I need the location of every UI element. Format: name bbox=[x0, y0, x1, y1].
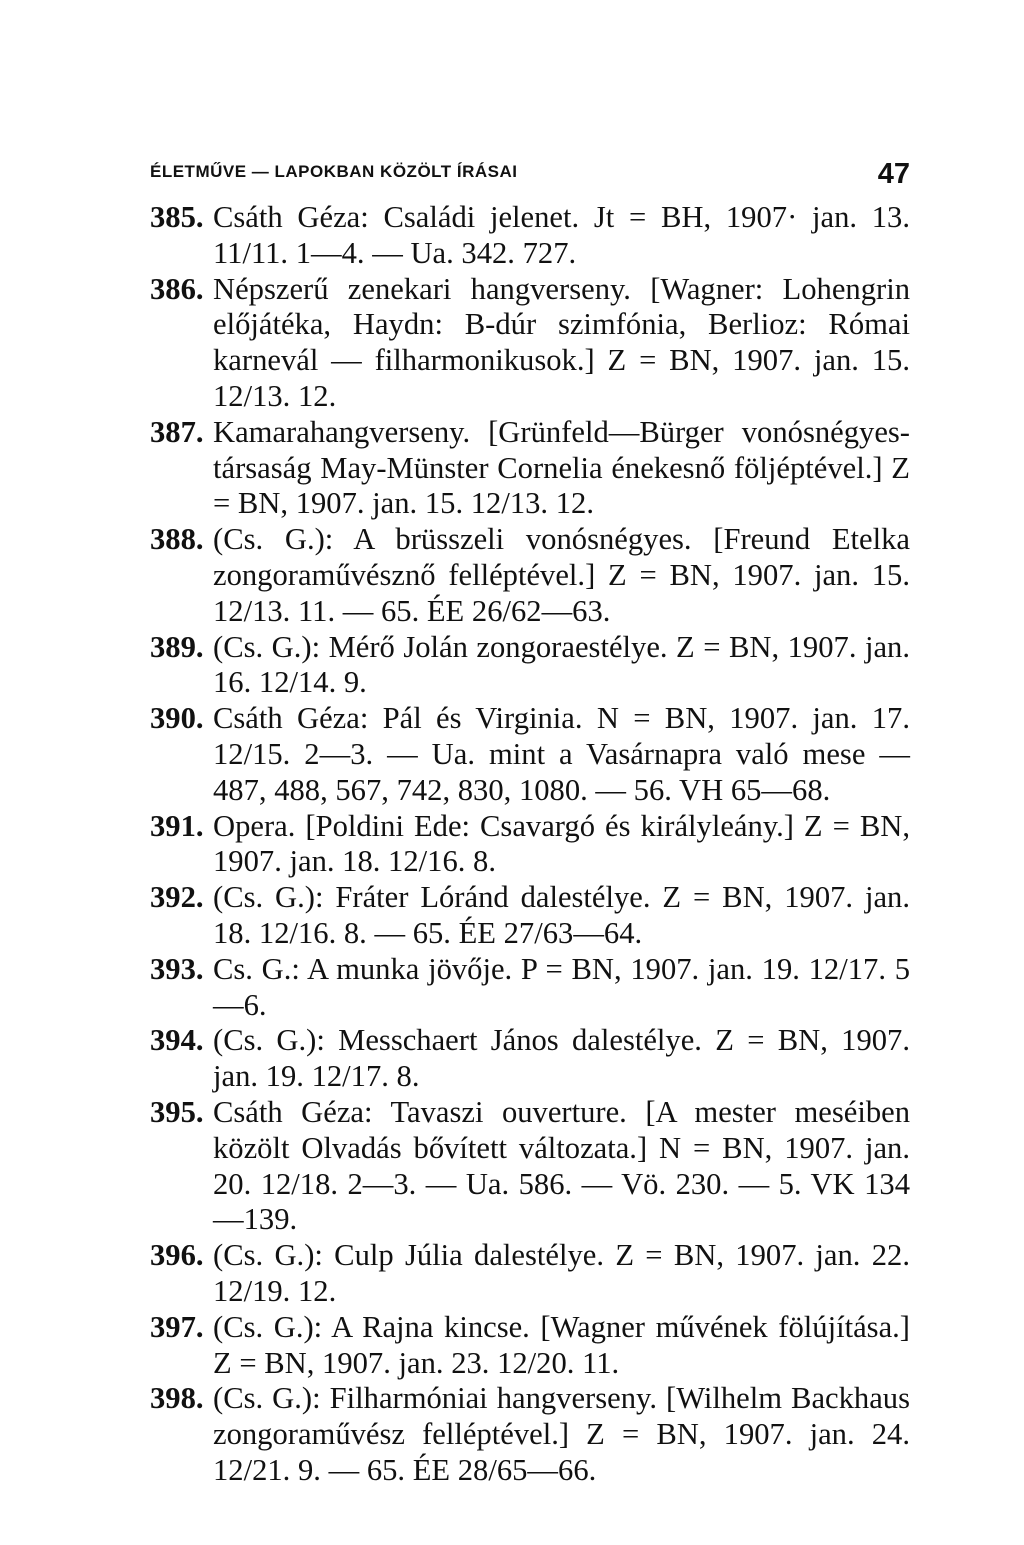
entry-389 bbox=[150, 630, 910, 702]
entry-text: (Cs. G.): Culp Júlia dalestélye. Z = BN, 1907. jan. 22. 12/19. 12. bbox=[213, 1238, 910, 1308]
entry-text: (Cs. G.): Mérő Jolán zongoraestélye. Z = BN, 1907. jan. 16. 12/14. 9. bbox=[213, 629, 910, 700]
entry-number: 392. bbox=[150, 880, 204, 915]
entry-text: (Cs. G.): Messchaert János dalestélye. Z = BN, 1907. jan. 19. 12/17. 8. bbox=[213, 1023, 910, 1094]
entry-text: (Cs. G.): Filharmóniai hangverseny. [Wilhelm Backhaus zongoraművész felléptével.] Z = BN, 1907. jan. 24. 12/21. 9. — 65. ÉE 28/65—66. bbox=[213, 1381, 910, 1487]
entry-text: Opera. [Poldini Ede: Csavargó és királyleány.] Z = BN, 1907. jan. 18. 12/16. 8. bbox=[213, 808, 910, 879]
entry-397 bbox=[150, 1310, 910, 1382]
entry-388 bbox=[150, 522, 910, 629]
entry-text: Csáth Géza: Tavaszi ouverture. [A mester meséiben közölt Olvadás bővített változata.] N = BN, 1907. jan. 20. 12/18. 2—3. — Ua. 586. — Vö. 230. — 5. VK 134—139. bbox=[213, 1094, 910, 1237]
entry-396 bbox=[150, 1238, 910, 1310]
entry-386 bbox=[150, 272, 910, 415]
entry-393 bbox=[150, 952, 910, 1024]
entry-395 bbox=[150, 1095, 910, 1238]
bibliography-list bbox=[150, 200, 910, 1489]
entry-number: 391. bbox=[150, 808, 204, 843]
entry-398 bbox=[150, 1381, 910, 1488]
entry-text: (Cs. G.): A brüsszeli vonósnégyes. [Freund Etelka zongoraművésznő felléptével.] Z = BN, 1907. jan. 15. 12/13. 11. — 65. ÉE 26/62—63. bbox=[213, 522, 910, 628]
entry-number: 385. bbox=[150, 200, 204, 234]
entry-390 bbox=[150, 701, 910, 808]
entry-text: Csáth Géza: Pál és Virginia. N = BN, 1907. jan. 17. 12/15. 2—3. — Ua. mint a Vasárnapra való mese — 487, 488, 567, 742, 830, 1080. — 56. VH 65—68. bbox=[213, 701, 910, 807]
entry-394 bbox=[150, 1023, 910, 1095]
running-head: ÉLETMŰVE — LAPOKBAN KÖZÖLT ÍRÁSAI bbox=[150, 162, 518, 181]
entry-number: 386. bbox=[150, 271, 204, 306]
page bbox=[150, 150, 910, 1489]
entry-number: 397. bbox=[150, 1309, 204, 1344]
entry-text: Cs. G.: A munka jövője. P = BN, 1907. jan. 19. 12/17. 5—6. bbox=[213, 951, 910, 1022]
entry-number: 390. bbox=[150, 701, 204, 736]
entry-text: (Cs. G.): A Rajna kincse. [Wagner művének fölújítása.] Z = BN, 1907. jan. 23. 12/20. 11. bbox=[213, 1309, 910, 1380]
entry-number: 398. bbox=[150, 1381, 204, 1416]
entry-text: Kamarahangverseny. [Grünfeld—Bürger vonósnégyes-társaság May-Münster Cornelia énekesnő följéptével.] Z = BN, 1907. jan. 15. 12/13. 12. bbox=[213, 414, 910, 521]
entry-391 bbox=[150, 809, 910, 881]
entry-number: 393. bbox=[150, 951, 204, 986]
entry-number: 389. bbox=[150, 629, 204, 664]
entry-385 bbox=[150, 200, 910, 272]
entry-number: 396. bbox=[150, 1238, 204, 1273]
entry-392 bbox=[150, 880, 910, 952]
entry-text: (Cs. G.): Fráter Lóránd dalestélye. Z = BN, 1907. jan. 18. 12/16. 8. — 65. ÉE 27/63—64. bbox=[213, 880, 910, 950]
entry-text: Népszerű zenekari hangverseny. [Wagner: Lohengrin előjátéka, Haydn: B-dúr szimfónia, Berlioz: Római karnevál — filharmonikusok.] Z = BN, 1907. jan. 15. 12/13. 12. bbox=[213, 271, 910, 413]
entry-387 bbox=[150, 415, 910, 522]
page-header bbox=[150, 150, 910, 200]
entry-number: 394. bbox=[150, 1023, 204, 1058]
entry-text: Csáth Géza: Családi jelenet. Jt = BH, 1907· jan. 13. 11/11. 1—4. — Ua. 342. 727. bbox=[213, 200, 910, 270]
entry-number: 395. bbox=[150, 1094, 204, 1129]
entry-number: 388. bbox=[150, 522, 204, 557]
entry-number: 387. bbox=[150, 414, 204, 449]
page-number: 47 bbox=[877, 158, 910, 190]
